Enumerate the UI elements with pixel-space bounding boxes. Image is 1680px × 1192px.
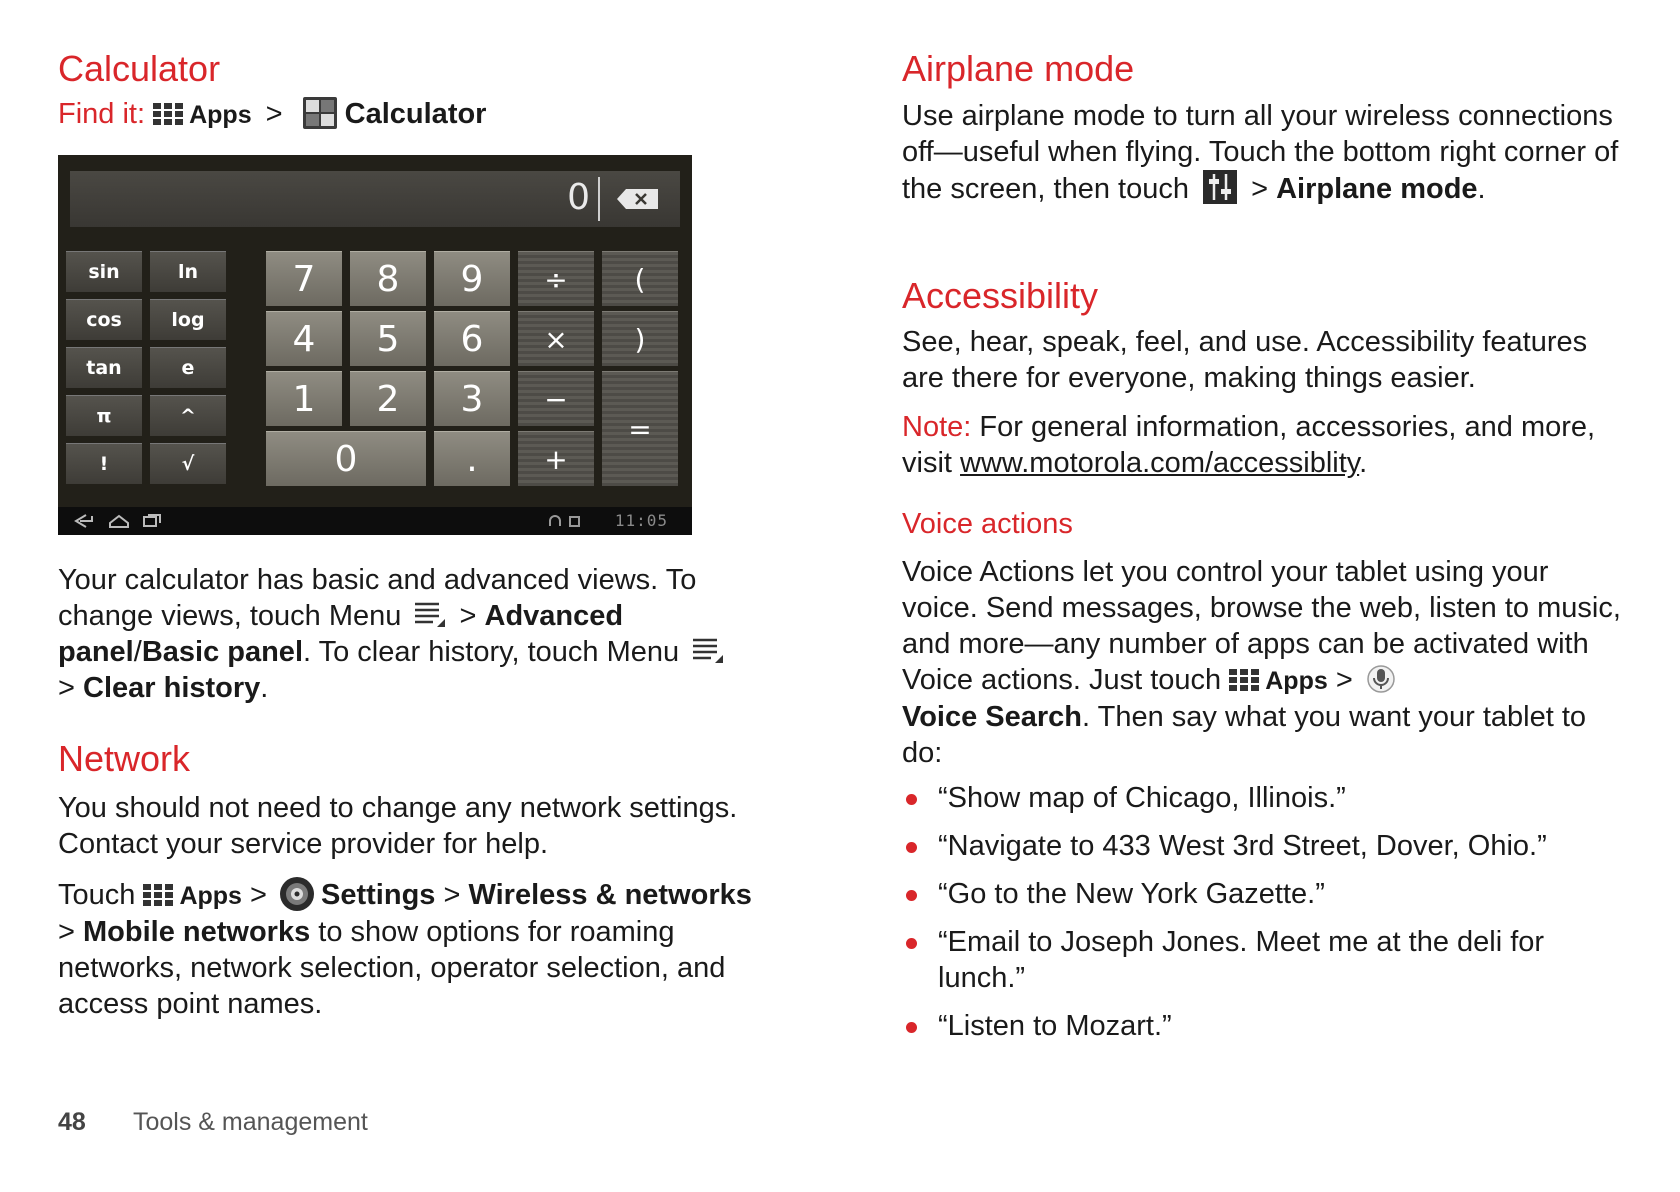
voice-search-label: Voice Search — [902, 701, 1083, 733]
voice-text-1: Voice Actions let you control your tablet using your voice. Send messages, browse the web, listen to music, and more—any number of apps can be activated with Voice actions. Just touch — [902, 556, 1621, 696]
key-digit[interactable]: 2 — [350, 371, 426, 426]
airplane-paragraph — [902, 98, 1632, 207]
key-plus[interactable]: + — [518, 431, 594, 486]
calc-text-3: . To clear history, touch Menu — [303, 636, 680, 668]
slash: / — [133, 636, 142, 668]
calc-sep-1: > — [459, 600, 477, 632]
key-digit[interactable]: 1 — [266, 371, 342, 426]
apps-label: Apps — [179, 882, 242, 910]
clear-history-label: Clear history — [83, 672, 261, 704]
display-value: 0 — [567, 177, 590, 218]
key-digit[interactable]: 3 — [434, 371, 510, 426]
network-paragraph-1: You should not need to change any network settings. Contact your service provider for help. — [58, 792, 738, 860]
separator: > — [265, 98, 283, 130]
apps-grid-icon — [153, 103, 185, 125]
apps-grid-icon — [143, 884, 175, 906]
key-factorial[interactable]: ! — [66, 443, 142, 484]
network-heading: Network — [58, 738, 191, 779]
list-item: “Navigate to 433 West 3rd Street, Dover, Ohio.” — [902, 828, 1632, 864]
touch-word: Touch — [58, 879, 136, 911]
backspace-icon — [616, 187, 660, 211]
airplane-mode-label: Airplane mode — [1276, 173, 1478, 205]
calculator-app-icon — [303, 97, 337, 129]
status-icons — [548, 514, 582, 528]
separator: > — [1251, 173, 1269, 205]
voice-paragraph — [902, 554, 1632, 771]
basic-panel-label: Basic panel — [141, 636, 303, 668]
key-close-paren[interactable]: ) — [602, 311, 678, 366]
key-e[interactable]: e — [150, 347, 226, 388]
calculator-description — [58, 562, 758, 706]
key-digit[interactable]: 5 — [350, 311, 426, 366]
menu-icon — [691, 635, 725, 665]
key-cos[interactable]: cos — [66, 299, 142, 340]
accessibility-paragraph: See, hear, speak, feel, and use. Accessibility features are there for everyone, making things easier. — [902, 326, 1588, 394]
key-digit[interactable]: . — [434, 431, 510, 486]
find-it-label: Find it: — [58, 98, 146, 130]
footer-section: Tools & management — [133, 1108, 368, 1136]
network-rest-text: to show options for roaming networks, network selection, operator selection, and access point names. — [58, 916, 726, 1020]
apps-grid-icon — [1229, 669, 1261, 691]
key-tan[interactable]: tan — [66, 347, 142, 388]
key-multiply[interactable]: × — [518, 311, 594, 366]
key-digit[interactable]: 0 — [266, 431, 426, 486]
apps-label: Apps — [1265, 667, 1328, 695]
key-ln[interactable]: ln — [150, 251, 226, 292]
key-minus[interactable]: − — [518, 371, 594, 426]
calc-sep-2: > — [58, 672, 75, 704]
list-item: “Listen to Mozart.” — [902, 1008, 1632, 1044]
wireless-networks-label: Wireless & networks — [468, 879, 752, 911]
list-item: “Go to the New York Gazette.” — [902, 876, 1632, 912]
key-caret[interactable]: ^ — [150, 395, 226, 436]
accessibility-note — [902, 409, 1632, 481]
key-digit[interactable]: 4 — [266, 311, 342, 366]
settings-gear-icon — [279, 876, 315, 912]
quick-settings-icon — [1203, 170, 1237, 204]
voice-examples-list — [902, 780, 1632, 1056]
calculator-screenshot — [58, 155, 692, 535]
key-open-paren[interactable]: ( — [602, 251, 678, 306]
advanced-panel-label: Advanced panel — [58, 600, 624, 668]
key-divide[interactable]: ÷ — [518, 251, 594, 306]
separator: > — [443, 879, 461, 911]
calculator-label: Calculator — [344, 98, 487, 130]
note-text: For general information, accessories, and more, visit — [902, 411, 1596, 479]
key-equals[interactable]: = — [602, 371, 678, 486]
system-navigation-bar — [58, 507, 692, 535]
list-item: “Show map of Chicago, Illinois.” — [902, 780, 1632, 816]
key-digit[interactable]: 9 — [434, 251, 510, 306]
settings-label: Settings — [321, 879, 436, 911]
microphone-icon — [1367, 663, 1395, 695]
airplane-end: . — [1477, 173, 1486, 205]
note-end: . — [1359, 447, 1368, 479]
text-cursor — [598, 177, 600, 221]
key-sqrt[interactable]: √ — [150, 443, 226, 484]
apps-label: Apps — [189, 101, 252, 129]
mobile-networks-label: Mobile networks — [83, 916, 311, 948]
key-digit[interactable]: 6 — [434, 311, 510, 366]
accessibility-heading: Accessibility — [902, 275, 1099, 316]
menu-icon — [413, 599, 447, 629]
key-digit[interactable]: 7 — [266, 251, 342, 306]
nav-buttons-icon — [72, 513, 172, 529]
key-pi[interactable]: π — [66, 395, 142, 436]
calculator-display — [70, 171, 680, 227]
airplane-heading: Airplane mode — [902, 48, 1135, 89]
accessibility-link[interactable]: www.motorola.com/accessiblity — [960, 447, 1360, 479]
calculator-heading: Calculator — [58, 48, 221, 89]
airplane-text: Use airplane mode to turn all your wireless connections off—useful when flying. Touch the bottom right corner of the screen, then touch — [902, 100, 1619, 205]
page-number: 48 — [58, 1108, 86, 1136]
find-it-line — [58, 97, 486, 131]
list-item: “Email to Joseph Jones. Meet me at the deli for lunch.” — [902, 924, 1632, 996]
network-paragraph-2 — [58, 876, 778, 1022]
voice-actions-heading: Voice actions — [902, 508, 1073, 540]
calc-end: . — [260, 672, 269, 704]
key-sin[interactable]: sin — [66, 251, 142, 292]
status-clock: 11:05 — [614, 511, 668, 530]
key-digit[interactable]: 8 — [350, 251, 426, 306]
separator: > — [1335, 664, 1353, 696]
voice-text-2: . Then say what you want your tablet to do: — [902, 701, 1587, 769]
calc-text-1: Your calculator has basic and advanced views. To change views, touch Menu — [58, 564, 697, 632]
separator: > — [250, 879, 267, 911]
separator: > — [58, 916, 75, 948]
key-log[interactable]: log — [150, 299, 226, 340]
note-label: Note: — [902, 411, 972, 443]
